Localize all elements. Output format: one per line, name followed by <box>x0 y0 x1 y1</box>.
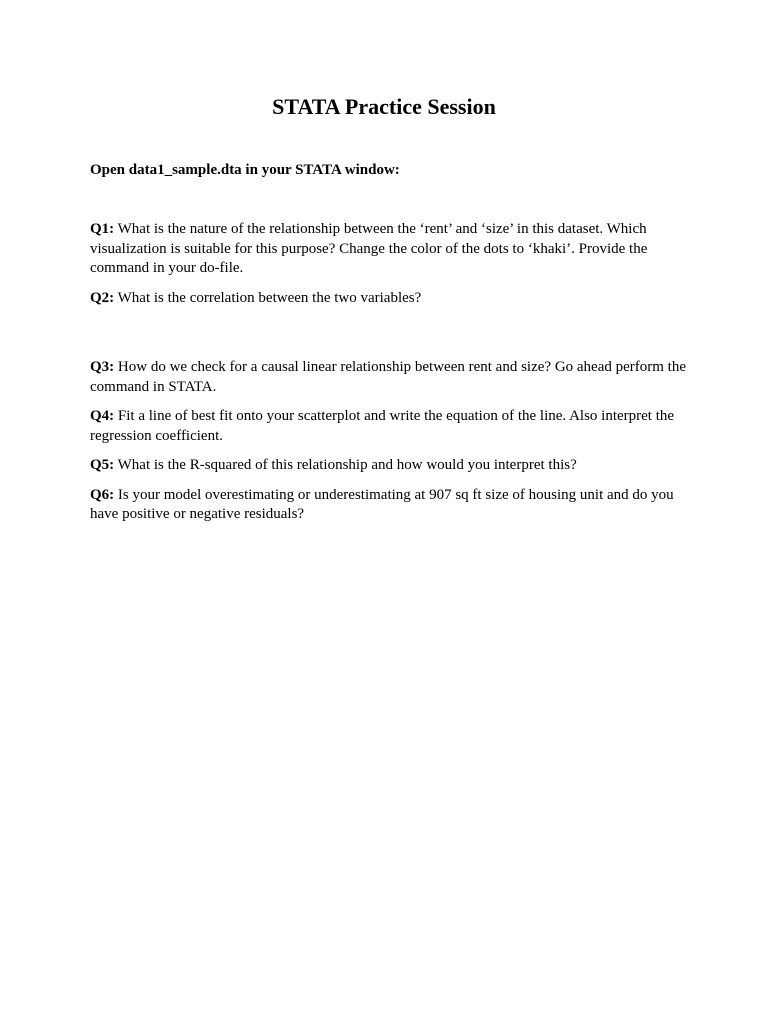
question-text: What is the correlation between the two variables? <box>114 289 422 306</box>
section-spacer <box>90 318 690 358</box>
question-6 <box>90 486 690 525</box>
question-label: Q1: <box>90 221 115 237</box>
question-label: Q5: <box>90 457 115 473</box>
question-text: Is your model overestimating or underestimating at 907 sq ft size of housing unit and do you have positive or negative residuals? <box>90 486 674 522</box>
document-body <box>90 160 690 535</box>
question-label: Q3: <box>90 359 115 375</box>
question-label: Q4: <box>90 408 115 424</box>
question-3 <box>90 358 690 397</box>
question-5 <box>90 456 690 476</box>
question-label: Q2: <box>90 289 115 306</box>
question-label: Q6: <box>90 486 115 503</box>
question-text: How do we check for a causal linear relationship between rent and size? Go ahead perform the command in STATA. <box>90 359 687 395</box>
question-2 <box>90 289 690 309</box>
document-title: STATA Practice Session <box>272 94 496 119</box>
question-text: What is the nature of the relationship between the ‘rent’ and ‘size’ in this dataset. Which visualization is suitable for this purpose? Change the color of the dots to ‘khaki’. Provide the command in your do-file. <box>90 221 648 276</box>
instruction-text: Open data1_sample.dta in your STATA window: <box>90 162 400 178</box>
question-4 <box>90 407 690 446</box>
question-text: Fit a line of best fit onto your scatterplot and write the equation of the line. Also interpret the regression coefficient. <box>90 408 675 444</box>
question-text: What is the R-squared of this relationship and how would you interpret this? <box>114 457 577 473</box>
question-1 <box>90 220 690 279</box>
